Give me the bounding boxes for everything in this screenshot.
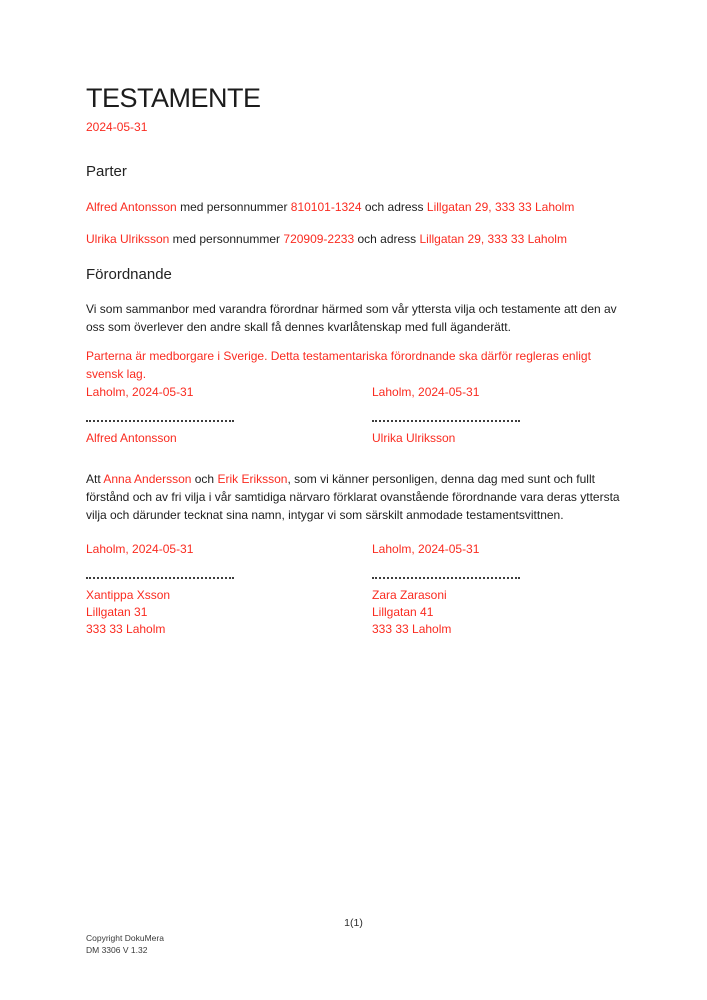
witness-signature-row bbox=[86, 540, 629, 638]
copyright-line-1: Copyright DokuMera bbox=[86, 933, 164, 943]
party-2-line bbox=[86, 230, 629, 248]
party-2-personal-number: 720909-2233 bbox=[283, 232, 355, 246]
witness-2-place-date: Laholm, 2024-05-31 bbox=[372, 542, 480, 556]
testator-2-name: Ulrika Ulriksson bbox=[372, 431, 456, 445]
witness-1-address-line-2: 333 33 Laholm bbox=[86, 622, 166, 636]
witness-clause-suffix: , som vi känner personligen, denna dag med sunt och fullt förstånd och av fri vilja i vår samtidiga närvaro förklarat ovanstående förordnande vara deras yttersta vilja och därunder tecknat sina namn, intygar vi som särskilt anmodade testamentsvittnen. bbox=[86, 472, 620, 522]
party-2-address: Lillgatan 29, 333 33 Laholm bbox=[419, 232, 567, 246]
signature-block-testator-1 bbox=[86, 383, 372, 447]
testator-1-place-date: Laholm, 2024-05-31 bbox=[86, 385, 194, 399]
law-clause-paragraph: Parterna är medborgare i Sverige. Detta testamentariska förordnande ska därför regleras enligt svensk lag. bbox=[86, 349, 591, 381]
testator-signature-row bbox=[86, 383, 629, 447]
witness-clause-paragraph bbox=[86, 470, 629, 524]
testator-2-place-date: Laholm, 2024-05-31 bbox=[372, 385, 480, 399]
witness-1-name-inline: Anna Andersson bbox=[103, 472, 192, 486]
witness-2-address-line-2: 333 33 Laholm bbox=[372, 622, 452, 636]
witness-2-name: Zara Zarasoni bbox=[372, 588, 447, 602]
party-1-connector-2: och adress bbox=[361, 200, 427, 214]
signature-line bbox=[372, 420, 520, 422]
section-heading-parter: Parter bbox=[86, 163, 127, 180]
document-title: TESTAMENTE bbox=[86, 83, 261, 113]
witness-clause-connector: och bbox=[191, 472, 218, 486]
witness-1-name: Xantippa Xsson bbox=[86, 588, 171, 602]
copyright-line-2: DM 3306 V 1.32 bbox=[86, 944, 148, 955]
forordnande-body-paragraph: Vi som sammanbor med varandra förordnar härmed som vår yttersta vilja och testamente att den av oss som överlever den andre skall få dennes kvarlåtenskap med full äganderätt. bbox=[86, 302, 617, 334]
signature-line bbox=[86, 577, 234, 579]
party-1-address: Lillgatan 29, 333 33 Laholm bbox=[426, 200, 575, 214]
witness-clause-prefix: Att bbox=[86, 472, 104, 486]
party-2-connector-1: med personnummer bbox=[169, 232, 284, 246]
page-number: 1(1) bbox=[344, 917, 363, 929]
signature-block-witness-2 bbox=[372, 540, 658, 638]
party-1-connector-1: med personnummer bbox=[176, 200, 291, 214]
witness-2-address-line-1: Lillgatan 41 bbox=[372, 605, 434, 619]
signature-line bbox=[372, 577, 520, 579]
party-2-name: Ulrika Ulriksson bbox=[86, 232, 170, 246]
witness-1-place-date: Laholm, 2024-05-31 bbox=[86, 542, 194, 556]
testator-1-name: Alfred Antonsson bbox=[86, 431, 177, 445]
signature-block-witness-1 bbox=[86, 540, 372, 638]
witness-1-address-line-1: Lillgatan 31 bbox=[86, 605, 148, 619]
section-heading-forordnande: Förordnande bbox=[86, 266, 172, 283]
party-2-connector-2: och adress bbox=[354, 232, 420, 246]
copyright-block bbox=[86, 933, 386, 956]
party-1-name: Alfred Antonsson bbox=[86, 200, 177, 214]
party-1-line bbox=[86, 198, 629, 216]
party-1-personal-number: 810101-1324 bbox=[290, 200, 362, 214]
document-date: 2024-05-31 bbox=[86, 120, 148, 134]
signature-block-testator-2 bbox=[372, 383, 658, 447]
witness-2-name-inline: Erik Eriksson bbox=[217, 472, 288, 486]
signature-line bbox=[86, 420, 234, 422]
